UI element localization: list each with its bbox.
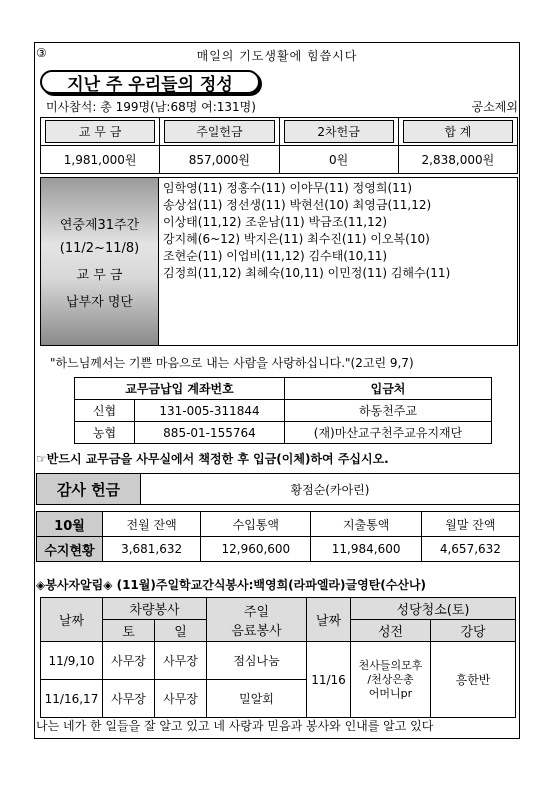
payers-label-line: 연중제31주간: [59, 217, 140, 233]
finance-table: [36, 511, 520, 562]
thanks-label: 감사 헌금: [37, 474, 141, 504]
payers-label: [41, 178, 159, 345]
finance-header: 수입통액: [201, 512, 311, 537]
offering-value: 857,000원: [160, 146, 279, 174]
payer-line: 이상태(11,12) 조운남(11) 박금조(11,12): [163, 215, 388, 229]
finance-label: 수지현황: [37, 537, 103, 562]
volunteer-table: [40, 597, 516, 718]
vol-clean-hall: 흥한반: [431, 642, 516, 718]
vol-col-clean: 성당청소(토): [351, 598, 516, 620]
account-holder: 하동천주교: [285, 400, 492, 422]
mass-attendance: 미사참석: 총 199명(남:68명 여:131명): [46, 100, 256, 114]
vol-col-date: 날짜: [41, 598, 103, 642]
finance-header: 지출통액: [311, 512, 421, 537]
payer-line: 김정희(11,12) 최혜숙(10,11) 이민정(11) 김해수(11): [163, 266, 451, 280]
finance-value: 4,657,632: [421, 537, 519, 562]
offering-table: [40, 117, 518, 174]
account-header: 교무금납입 계좌번호: [75, 378, 285, 400]
vol-clean-sanctuary: 천사들의모후 /천상은총 어머니pr: [351, 642, 431, 718]
vol-col-hall: 강당: [431, 620, 516, 642]
header-title: 매일의 기도생활에 힘씁시다: [196, 49, 358, 63]
payer-line: 조현순(11) 이업비(11,12) 김수태(10,11): [163, 249, 388, 263]
account-holder: (재)마산교구천주교유지재단: [285, 422, 492, 444]
account-number: 131-005-311844: [135, 400, 285, 422]
payment-notice: ☞반드시 교무금을 사무실에서 책정한 후 입금(이체)하여 주십시오.: [36, 452, 389, 466]
payers-label-line: 교 무 금: [76, 267, 123, 283]
footer-verse: 나는 네가 한 일들을 잘 알고 있고 네 사랑과 믿음과 봉사와 인내를 알고 있다: [36, 719, 434, 733]
vol-sun: 사무장: [155, 642, 207, 680]
thanks-offering-box: [36, 473, 520, 505]
account-table: [74, 377, 492, 444]
volunteer-title: ◈봉사자알림◈ (11월)주일학교간식봉사:백영희(라파엘라)글영탄(수산나): [36, 578, 427, 592]
vol-sat: 사무장: [103, 642, 155, 680]
payers-box: [40, 177, 518, 346]
page-header: [34, 44, 520, 64]
offering-value: 0원: [279, 146, 398, 174]
vol-col-date2: 날짜: [307, 598, 351, 642]
bible-verse: "하느님께서는 기쁜 마음으로 내는 사람을 사랑하십니다."(2고린 9,7): [50, 356, 414, 370]
finance-value: 12,960,600: [201, 537, 311, 562]
mass-attendance-row: [46, 98, 518, 115]
vol-col-car: 차량봉사: [103, 598, 207, 620]
vol-col-sanctuary: 성전: [351, 620, 431, 642]
vol-date: 11/16,17: [41, 680, 103, 718]
vol-col-sun: 일: [155, 620, 207, 642]
finance-value: 3,681,632: [103, 537, 201, 562]
mass-exemption: 공소제외: [471, 100, 518, 114]
offering-value: 2,838,000원: [398, 146, 517, 174]
payer-line: 임학영(11) 정홍수(11) 이야무(11) 정영희(11): [163, 181, 413, 195]
account-bank: 신협: [75, 400, 135, 422]
vol-drink: 점심나눔: [207, 642, 307, 680]
account-bank: 농협: [75, 422, 135, 444]
offering-header: 2차헌금: [279, 118, 398, 146]
vol-drink: 밀알회: [207, 680, 307, 718]
payers-label-line: (11/2~11/8): [59, 240, 140, 256]
finance-header: 전월 잔액: [103, 512, 201, 537]
finance-month: 10월: [37, 512, 103, 537]
vol-clean-date: 11/16: [307, 642, 351, 718]
finance-header: 월말 잔액: [421, 512, 519, 537]
account-number: 885-01-155764: [135, 422, 285, 444]
payer-line: 송상섭(11) 정선생(11) 박현선(10) 최영금(11,12): [163, 198, 432, 212]
page-number: ③: [36, 46, 47, 60]
section-title: 지난 주 우리들의 정성: [40, 70, 260, 94]
vol-sun: 사무장: [155, 680, 207, 718]
vol-col-drink: 주일 음료봉사: [207, 598, 307, 642]
vol-col-sat: 토: [103, 620, 155, 642]
thanks-value: 황점순(카아린): [290, 482, 370, 497]
offering-header: 합 계: [398, 118, 517, 146]
payer-line: 강지혜(6~12) 박지은(11) 최수진(11) 이오복(10): [163, 232, 430, 246]
offering-header: 주일헌금: [160, 118, 279, 146]
payers-list: [159, 178, 517, 345]
vol-sat: 사무장: [103, 680, 155, 718]
finance-value: 11,984,600: [311, 537, 421, 562]
vol-date: 11/9,10: [41, 642, 103, 680]
offering-header: 교 무 금: [41, 118, 160, 146]
offering-value: 1,981,000원: [41, 146, 160, 174]
payers-label-line: 납부자 명단: [66, 294, 133, 310]
account-header: 입금처: [285, 378, 492, 400]
